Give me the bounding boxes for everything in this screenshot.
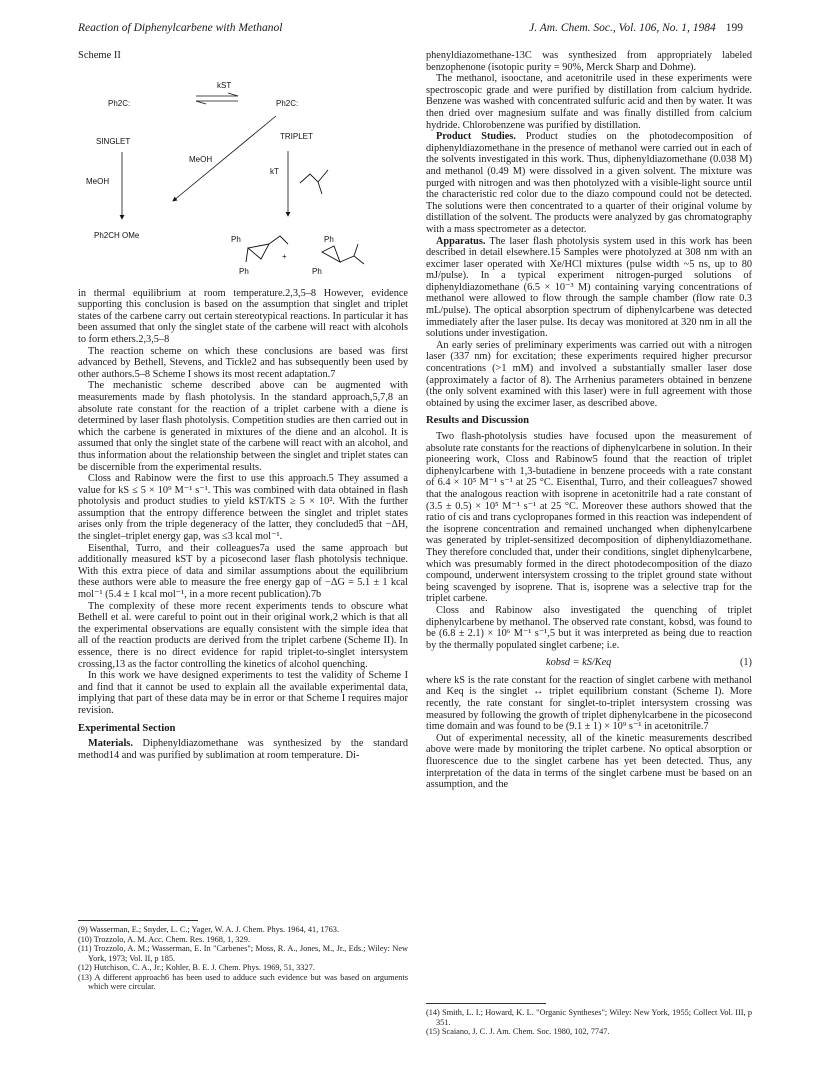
product-studies-text: Product studies on the photodecomposition of diphenyldiazomethane in the presence of methanol were carried out in each of the solvents investigated in this work. Thus, diphenyldiazomethane (0.038 M) and methanol (0.49 M) were dissolved in a given solvent. The mixture was purged with nitrogen and was then photolyzed with a visible-light source until the characteristic red color due to the diazo compound could not be detected. The solutions were then concentrated to a quarter of their original volume by distillation of the solvent. The products were analyzed by gas chromatography with a mass spectrometer as a detector. [426, 131, 752, 235]
footnote-13: (13) A different approach6 has been used to adduce such evidence but was based on arguments which were circular. [78, 972, 408, 991]
materials-continued: phenyldiazomethane-13C was synthesized from appropriately labeled benzophenone (isotopic purity = 90%, Merck Sharp and Dohme). [426, 50, 752, 73]
footnotes-left [78, 920, 408, 992]
results-paragraph-4: Out of experimental necessity, all of the kinetic measurements described above were made by monitoring the triplet carbene. No optical absorption or fluorescence due to the singlet carbene has yet been detected. Thus, any interpretation of the data in terms of the singlet carbene must be based on an assumption, and the [426, 732, 752, 791]
right-column [426, 50, 752, 791]
intro-paragraph-2: The reaction scheme on which these conclusions are based was first advanced by Bethell, Stevens, and Tickle2 and has subsequently been used by other authors.5–8 Scheme I shows its most recent adaptation.7 [78, 345, 408, 380]
equation-1 [426, 657, 752, 669]
footnote-11: (11) Trozzolo, A. M.; Wasserman, E. In "Carbenes"; Moss, R. A., Jones, M., Jr., Eds.; Wiley: New York, 1973; Vol. II, p 185. [78, 944, 408, 963]
intro-paragraph-3: The mechanistic scheme described above can be augmented with measurements made by flash photolysis. In the standard approach,5,7,8 an absolute rate constant for the reaction of a triplet carbene with a diene is determined by laser flash photolysis. Competition studies are then carried out in which the carbene is generated in mixtures of the diene and an alcohol. It is assumed that only the singlet state of the carbene will react with an alcohol, and thus information about the relationship between the singlet and triplet states can be discernible from the experimental results. [78, 380, 408, 473]
footnote-rule-left [78, 920, 198, 921]
singlet-label: SINGLET [96, 136, 131, 146]
materials-text: Diphenyldiazomethane was synthesized by the standard method14 and was purified by sublimation at room temperature. Di- [78, 738, 408, 761]
footnotes-right [426, 1003, 752, 1037]
equation-number: (1) [739, 657, 752, 669]
solvents-paragraph: The methanol, isooctane, and acetonitrile used in these experiments were spectroscopic grade and were purified by distillation from calcium hydride. Benzene was washed with concentrated sulfuric acid and then by water. It was then dried over magnesium sulfate and was finally distilled from calcium hydride. Chlorobenzene was purified by distillation. [426, 73, 752, 131]
results-paragraph-1: Two flash-photolysis studies have focused upon the measurement of absolute rate constants for the reactions of diphenylcarbene in solution. In their pioneering work, Closs and Rabinow5 found that the reaction of triplet diphenylcarbene with 1,3-butadiene in benzene proceeds with a rate constant of 6.4 × 10⁵ M⁻¹ s⁻¹ at 25 °C. Eisenthal, Turro, and their colleagues7 showed that the analogous reaction with isoprene in acetonitrile had a rate constant of (3.5 ± 0.5) × 10⁵ M⁻¹ s⁻¹ at 25 °C. Moreover these authors showed that the ratio of cis and trans cyclopropanes formed in this reaction was independent of the isoprene concentration and remained unchanged when diphenylcarbene was generated by triplet-sensitized decomposition of diphenyldiazomethane. They therefore concluded that, under their conditions, singlet diphenylcarbene, which was presumably formed in the direct photodecomposition of the diazo compound, underwent intersystem crossing to the triplet ground state without being scavenged by isoprene. That is, isoprene was a selective trap for the triplet carbene. [426, 431, 752, 605]
journal-citation [529, 22, 743, 34]
cyclopropane-ph-2: Ph [239, 266, 249, 276]
results-paragraph-2: Closs and Rabinow also investigated the quenching of triplet diphenylcarbene by methanol. The observed rate constant, kobsd, was found to be (6.8 ± 2.1) × 10⁶ M⁻¹ s⁻¹,5 but it was interpreted as being due to reaction by the thermally populated singlet carbene; i.e. [426, 604, 752, 651]
intro-paragraph-4: Closs and Rabinow were the first to use this approach.5 They assumed a value for kS ≤ 5 × 10⁹ M⁻¹ s⁻¹. This was combined with data obtained in flash photolysis and product studies to yield kST/kTS ≥ 5 × 10². With the further assumption that the entropy difference between the singlet and triplet states arises only from the triple degeneracy of the latter, they concluded5 that −ΔH, the singlet–triplet energy gap, was ≤3 kcal mol⁻¹. [78, 473, 408, 543]
intro-paragraph-7: In this work we have designed experiments to test the validity of Scheme I and find that it cannot be used to explain all the available experimental data, implying that part of these data may be in error or that Scheme I requires major revision. [78, 670, 408, 716]
product-studies-run-head: Product Studies. [436, 131, 516, 143]
equilibrium-arrowhead-bottom [196, 101, 206, 104]
equation-body: kobsd = kS/Keq [546, 657, 612, 669]
cyclopropane-ph-1: Ph [231, 234, 241, 244]
footnote-15: (15) Scaiano, J. C. J. Am. Chem. Soc. 1980, 102, 7747. [426, 1027, 610, 1036]
left-column [78, 50, 408, 761]
page-number: 199 [725, 22, 743, 34]
footnote-12: (12) Hutchison, C. A., Jr.; Kohler, B. E. J. Chem. Phys. 1969, 51, 3327. [78, 963, 315, 972]
ether-product-label: Ph2CH OMe [94, 230, 140, 240]
apparatus-text: The laser flash photolysis system used in this work has been described in detail elsewhere.15 Samples were photolyzed at 308 nm with an excimer laser operated with Xe/HCl mixtures (pulse width ~5 ns, up to 80 mJ/pulse). In a typical experiment nitrogen-purged solutions of diphenyldiazomethane (6.5 × 10⁻³ M) containing varying concentrations of methanol were allowed to flow through the sample chamber (flow rate 0.3 mL/pulse). The optical absorption spectrum of diphenylcarbene was detected immediately after the laser pulse. Its decay was monitored at 320 nm in all the solutions under investigation. [426, 235, 753, 340]
early-experiments-paragraph: An early series of preliminary experiments was carried out with a nitrogen laser (337 nm) for excitation; these experiments required higher precursor concentrations (>1 mM) and involved a substantially smaller laser dose (approximately a factor of 8). The Arrhenius parameters obtained in benzene (the only solvent examined with this laser) were in full agreement with those obtained by using the excimer laser, as described above. [426, 339, 752, 409]
footnote-rule-right [426, 1003, 546, 1004]
triplet-label: TRIPLET [280, 131, 313, 141]
ph2c-singlet-label: Ph2C: [108, 98, 131, 108]
scheme-ii-diagram [78, 66, 408, 288]
footnote-14: (14) Smith, L. I.; Howard, K. L. "Organic Syntheses"; Wiley: New York, 1955; Collect Vol. III, p 351. [426, 1008, 752, 1027]
intro-paragraph-1: in thermal equilibrium at room temperature.2,3,5–8 However, evidence supporting this conclusion is based on the assumption that singlet and triplet states of the carbene carry out certain stereotypical reactions. In particular it has been assumed that only the singlet state of the carbene will react with alcohols to form ethers.2,3,5–8 [78, 287, 408, 345]
experimental-heading: Experimental Section [78, 722, 176, 734]
journal-name: J. Am. Chem. Soc., Vol. 106, No. 1, 1984 [529, 22, 716, 34]
footnote-9: (9) Wasserman, E.; Snyder, L. C.; Yager, W. A. J. Chem. Phys. 1964, 41, 1763. [78, 925, 340, 934]
product-studies-paragraph [426, 131, 752, 235]
meoh-diagonal-label: MeOH [189, 154, 213, 164]
equilibrium-arrowhead-top [228, 93, 238, 96]
intro-paragraph-5: Eisenthal, Turro, and their colleagues7a used the same approach but additionally measured kST by a picosecond laser flash photolysis technique. With this extra piece of data and similar assumptions about the equilibrium these authors were able to measure the free energy gap of −ΔG = 5.1 ± 1 kcal mol⁻¹ (5.4 ± 1 kcal mol⁻¹, in a more recent publication).7b [78, 542, 408, 601]
cyclopropane-structure-2 [322, 244, 364, 264]
plus-sign: + [282, 251, 287, 261]
isoprene-structure [300, 170, 328, 194]
results-paragraph-3: where kS is the rate constant for the reaction of singlet carbene with methanol and Keq is the singlet ↔ triplet equilibrium constant (Scheme I). More recently, the rate constant for singlet-to-triplet intersystem crossing was measured by following the growth of triplet diphenylcarbene in the picosecond time domain and was found to be (9.1 ± 1) × 10⁹ s⁻¹ in acetonitrile.7 [426, 674, 752, 733]
cyclopropane-ph-4: Ph [312, 266, 322, 276]
cyclopropane-ph-3: Ph [324, 234, 334, 244]
intro-paragraph-6: The complexity of these more recent experiments tends to obscure what Bethell et al. were careful to point out in their original work,2 which is that all the experimental observations are equally consistent with the simple idea that all of the reaction products are derived from the triplet carbene (Scheme II). In essence, there is no direct evidence for rapid triplet-to-singlet intersystem crossing,13 as the factor controlling the kinetics of alcohol quenching. [78, 600, 408, 670]
results-heading: Results and Discussion [426, 415, 530, 427]
materials-run-head: Materials. [88, 738, 133, 750]
apparatus-paragraph [426, 236, 752, 340]
footnote-10: (10) Trozzolo, A. M. Acc. Chem. Res. 1968, 1, 329. [78, 934, 250, 944]
apparatus-run-head: Apparatus. [436, 235, 486, 247]
cyclopropane-bond-1 [246, 248, 248, 262]
kt-label: kT [270, 166, 279, 176]
scheme-title: Scheme II [78, 50, 121, 61]
running-title: Reaction of Diphenylcarbene with Methanol [78, 22, 283, 34]
meoh-left-label: MeOH [86, 176, 110, 186]
materials-paragraph [78, 738, 408, 761]
kst-label: kST [217, 80, 232, 90]
ph2c-triplet-label: Ph2C: [276, 98, 299, 108]
